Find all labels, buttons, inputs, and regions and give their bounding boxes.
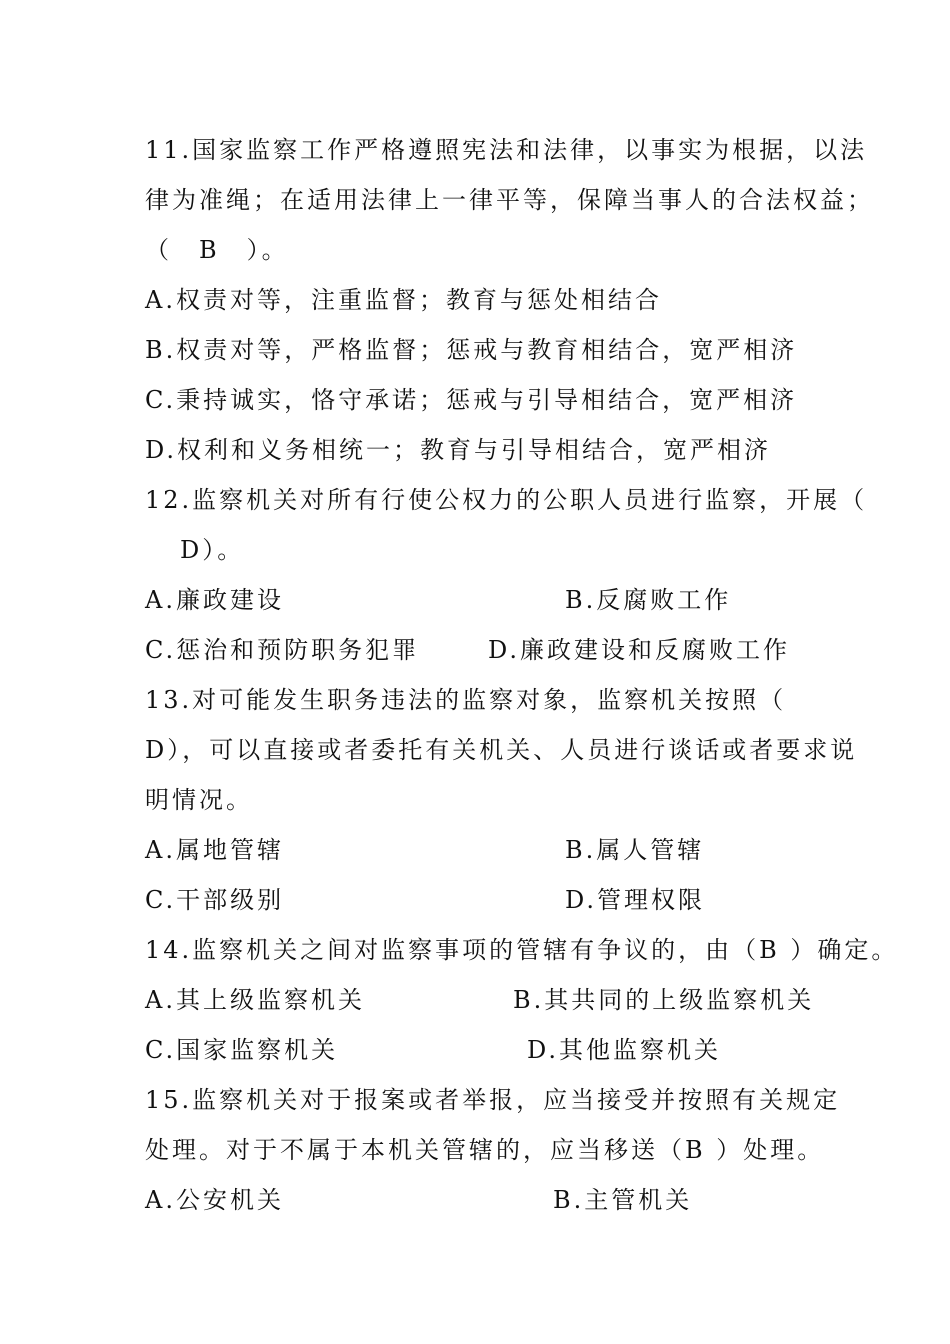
question-13-stem-line-3: 明情况。	[145, 786, 253, 814]
question-13-stem-line-1: 13.对可能发生职务违法的监察对象，监察机关按照（	[145, 686, 787, 714]
question-11-stem-line-3: （ B ）。	[145, 236, 289, 264]
question-13-stem-line-2: D），可以直接或者委托有关机关、人员进行谈话或者要求说	[145, 736, 858, 764]
question-12-option-b: B.反腐败工作	[565, 586, 732, 614]
question-15-option-b: B.主管机关	[553, 1186, 693, 1214]
question-13-option-a: A.属地管辖	[145, 836, 284, 864]
question-14-stem-line-1: 14.监察机关之间对监察事项的管辖有争议的，由（B ）确定。	[145, 936, 899, 964]
question-12-option-a: A.廉政建设	[145, 586, 284, 614]
question-11-option-c: C.秉持诚实，恪守承诺；惩戒与引导相结合，宽严相济	[145, 386, 798, 414]
question-11-option-a: A.权责对等，注重监督；教育与惩处相结合	[145, 286, 662, 314]
question-12-option-c: C.惩治和预防职务犯罪	[145, 636, 420, 664]
question-14-option-d: D.其他监察机关	[527, 1036, 722, 1064]
question-15-option-a: A.公安机关	[145, 1186, 284, 1214]
question-15-stem-line-1: 15.监察机关对于报案或者举报，应当接受并按照有关规定	[145, 1086, 841, 1114]
question-11-stem-line-1: 11.国家监察工作严格遵照宪法和法律，以事实为根据，以法	[145, 136, 868, 164]
question-13-option-b: B.属人管辖	[565, 836, 705, 864]
question-11-option-b: B.权责对等，严格监督；惩戒与教育相结合，宽严相济	[145, 336, 798, 364]
question-12-stem-line-2: D）。	[180, 536, 245, 564]
question-14-option-b: B.其共同的上级监察机关	[513, 986, 815, 1014]
question-14-option-c: C.国家监察机关	[145, 1036, 339, 1064]
question-13-option-d: D.管理权限	[565, 886, 706, 914]
question-11-stem-line-2: 律为准绳；在适用法律上一律平等，保障当事人的合法权益；	[145, 186, 874, 214]
question-15-stem-line-2: 处理。对于不属于本机关管辖的，应当移送（B ）处理。	[145, 1136, 825, 1164]
question-11-option-d: D.权利和义务相统一；教育与引导相结合，宽严相济	[145, 436, 772, 464]
question-12-option-d: D.廉政建设和反腐败工作	[488, 636, 791, 664]
question-13-option-c: C.干部级别	[145, 886, 285, 914]
question-12-stem-line-1: 12.监察机关对所有行使公权力的公职人员进行监察，开展（	[145, 486, 868, 514]
question-14-option-a: A.其上级监察机关	[145, 986, 365, 1014]
